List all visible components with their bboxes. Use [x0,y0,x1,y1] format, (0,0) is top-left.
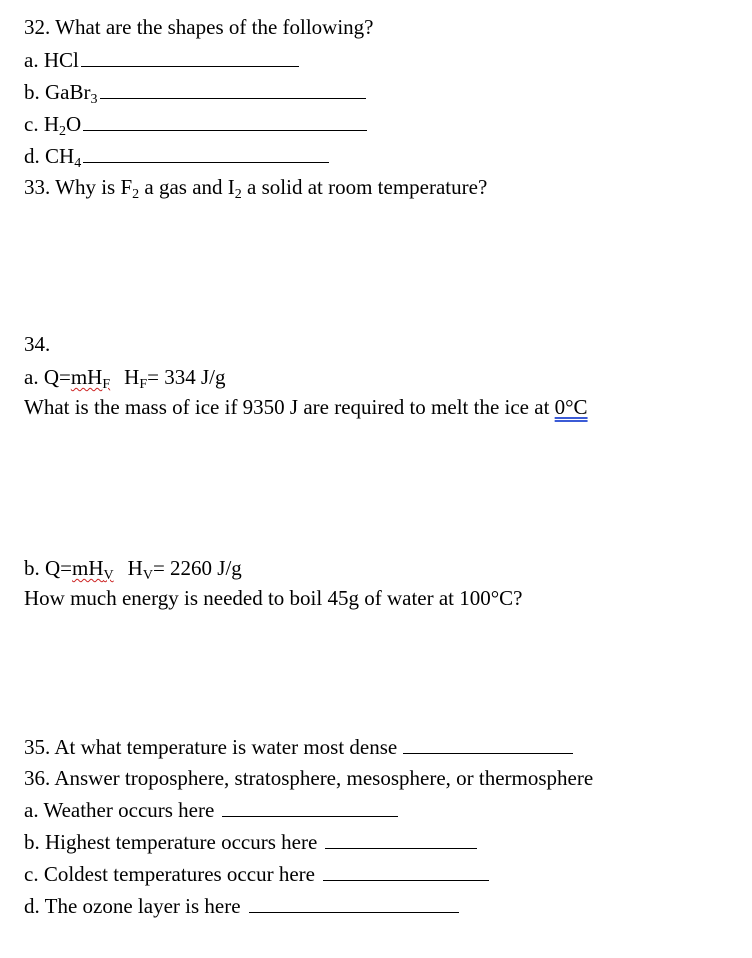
q34-b-question: How much energy is needed to boil 45g of water at 100°C? [24,586,523,610]
q35-text: 35. At what temperature is water most dense [24,735,398,759]
q34-b-hv-value: = 2260 J/g [152,556,242,580]
q32-c-subscript: 2 [59,124,66,139]
q36-title: 36. Answer troposphere, stratosphere, mesosphere, or thermosphere [24,766,594,790]
q34-a-mh [70,365,111,392]
q33-text-1: 33. Why is F [24,175,133,199]
q32-b-subscript: 3 [90,92,98,107]
q32-title: 32. What are the shapes of the following? [24,15,374,39]
q34-a-question-text: What is the mass of ice if 9350 J are required to melt the ice at [24,395,555,419]
q34-b-formula [24,555,242,581]
q36-a [24,797,398,823]
q35-answer-blank[interactable] [403,735,573,754]
q32-d-subscript: 4 [74,156,82,171]
q32-c [24,111,367,137]
q36-c-label: c. Coldest temperatures occur here [24,862,315,886]
q32-c-suffix: O [66,112,82,136]
q32-a [24,47,299,73]
q32-d-label: d. CH [24,144,75,168]
q32-b [24,79,366,105]
q36-d-answer-blank[interactable] [249,894,459,913]
q32-c-label: c. H [24,112,59,136]
q36-b-answer-blank[interactable] [325,830,477,849]
q32-d [24,143,329,169]
q36-b [24,829,477,855]
q34-a-mh-sub: F [102,377,111,392]
q32-a-answer-blank[interactable] [81,48,299,67]
q34-a-hf: H [124,365,140,389]
q34-b-prefix: b. Q= [24,556,73,580]
q33-title [24,174,487,200]
q34-a-question [24,394,588,420]
q33-sub-2: 2 [234,187,242,202]
q33-text-3: a solid at room temperature? [241,175,488,199]
q32-c-answer-blank[interactable] [83,112,367,131]
q36-a-answer-blank[interactable] [222,798,398,817]
q34-a-temp: 0°C [554,395,588,419]
q35 [24,734,573,760]
q36-d [24,893,459,919]
q36-c [24,861,489,887]
q32-a-label: a. HCl [24,48,79,72]
q34-a-prefix: a. Q= [24,365,71,389]
q34-b-hv-sub: V [142,568,153,583]
q33-text-2: a gas and I [139,175,235,199]
q34-b-hv: H [127,556,143,580]
q32-b-answer-blank[interactable] [100,80,366,99]
q34-a-mh-text: mH [70,365,103,389]
q34-a-formula [24,364,225,390]
q33-sub-1: 2 [132,187,140,202]
q32-b-label: b. GaBr [24,80,91,104]
q34-number: 34. [24,332,51,356]
q36-d-label: d. The ozone layer is here [24,894,241,918]
q34-b-mh-sub: V [103,568,114,583]
q34-a-hf-value: = 334 J/g [147,365,226,389]
q36-b-label: b. Highest temperature occurs here [24,830,318,854]
q34-a-hf-sub: F [139,377,148,392]
q34-b-mh [72,556,114,583]
q32-d-answer-blank[interactable] [83,144,329,163]
q36-a-label: a. Weather occurs here [24,798,215,822]
q34-b-mh-text: mH [72,556,104,580]
q36-c-answer-blank[interactable] [323,862,489,881]
